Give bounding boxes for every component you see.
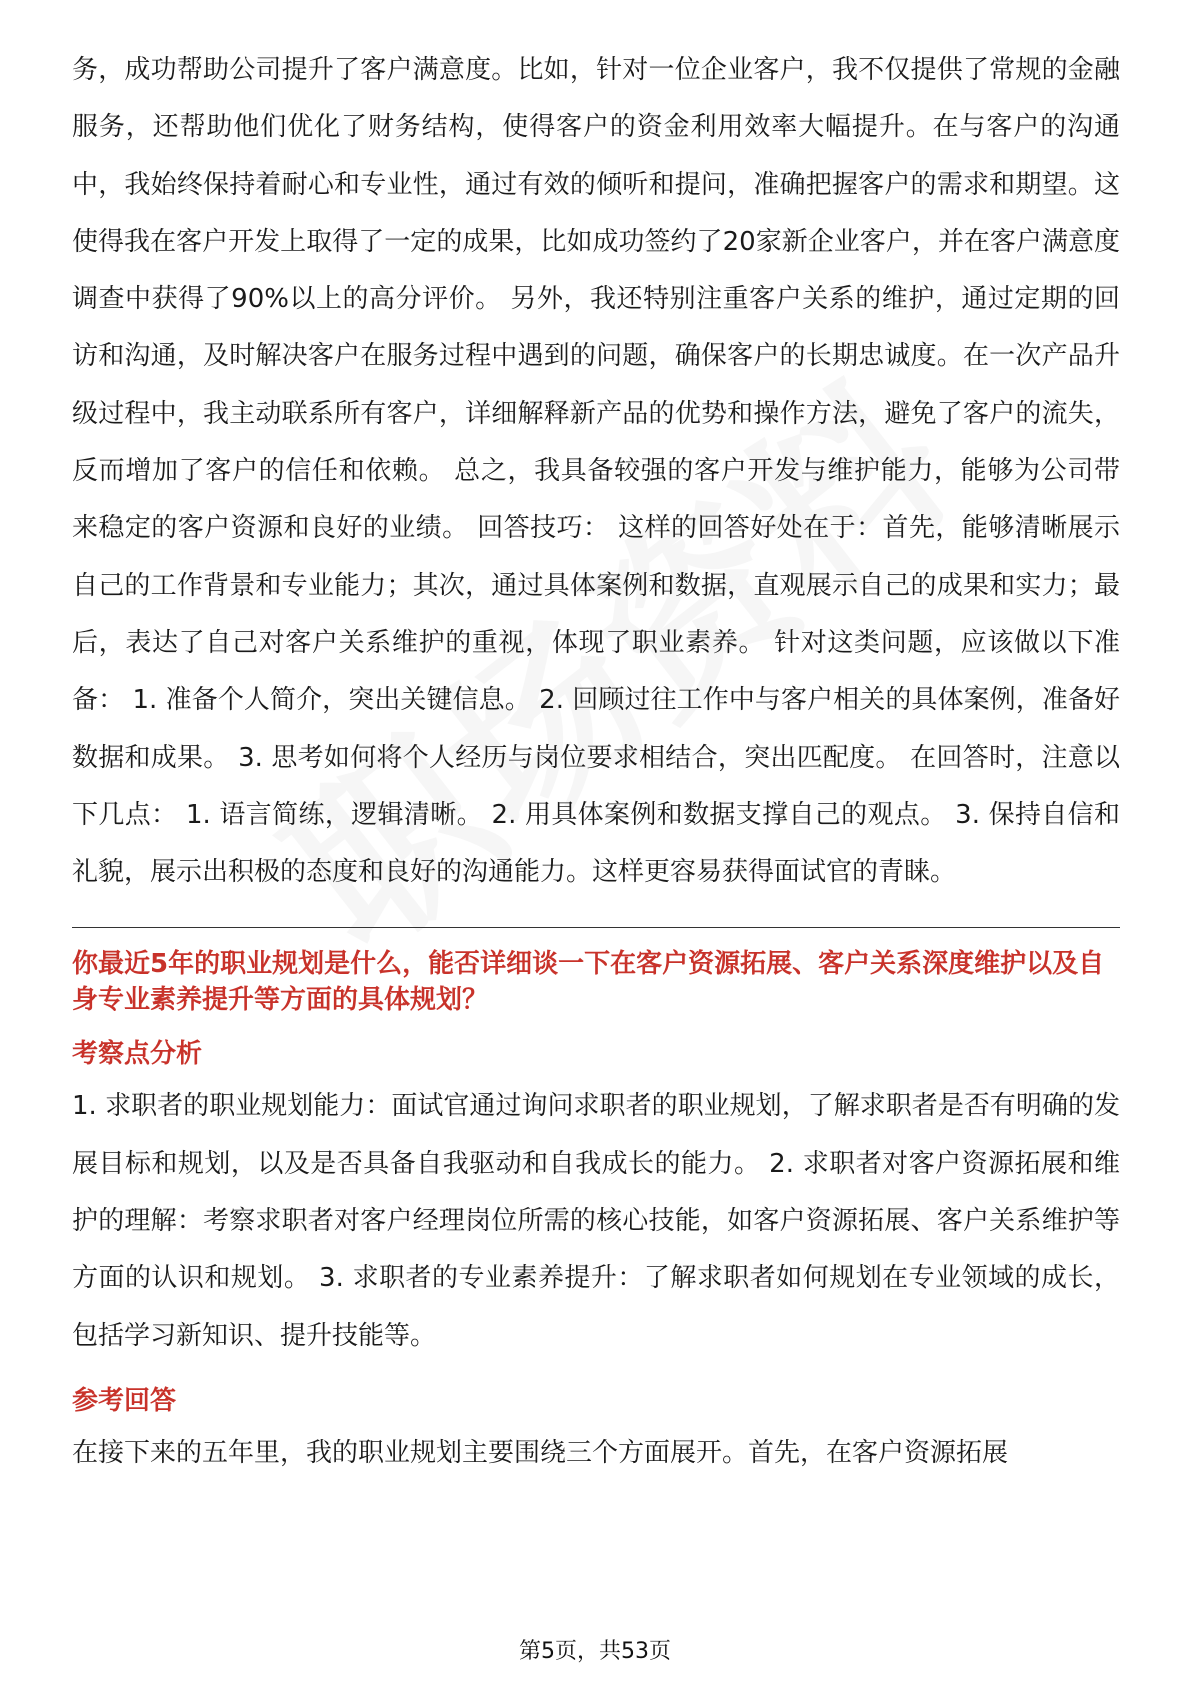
interview-question: 你最近5年的职业规划是什么，能否详细谈一下在客户资源拓展、客户关系深度维护以及自身专业素养提升等方面的具体规划？ bbox=[72, 949, 1105, 1016]
analysis-heading: 考察点分析 bbox=[72, 1039, 203, 1070]
page-number: 第5页，共53页 bbox=[519, 1639, 671, 1664]
analysis-text: 1. 求职者的职业规划能力：面试官通过询问求职者的职业规划，了解求职者是否有明确的发展目标和规划，以及是否具备自我驱动和自我成长的能力。 2. 求职者对客户资源拓展和维护的理解：考察求职者对客户经理岗位所需的核心技能，如客户资源拓展、客户关系维护等方面的认识和规划。 3. 求职者的专业素养提升：了解求职者如何规划在专业领域的成长，包括学习新知识、提升技能等。 bbox=[72, 1091, 1120, 1351]
section-divider bbox=[72, 927, 1120, 928]
page-content bbox=[72, 42, 1120, 1482]
reference-text: 在接下来的五年里，我的职业规划主要围绕三个方面展开。首先，在客户资源拓展 bbox=[72, 1437, 1009, 1468]
reference-heading: 参考回答 bbox=[72, 1385, 177, 1416]
continuation-paragraph: 务，成功帮助公司提升了客户满意度。比如，针对一位企业客户，我不仅提供了常规的金融服务，还帮助他们优化了财务结构，使得客户的资金利用效率大幅提升。在与客户的沟通中，我始终保持着耐心和专业性，通过有效的倾听和提问，准确把握客户的需求和期望。这使得我在客户开发上取得了一定的成果，比如成功签约了20家新企业客户，并在客户满意度调查中获得了90%以上的高分评价。 另外，我还特别注重客户关系的维护，通过定期的回访和沟通，及时解决客户在服务过程中遇到的问题，确保客户的长期忠诚度。在一次产品升级过程中，我主动联系所有客户，详细解释新产品的优势和操作方法，避免了客户的流失，反而增加了客户的信任和依赖。 总之，我具备较强的客户开发与维护能力，能够为公司带来稳定的客户资源和良好的业绩。 回答技巧： 这样的回答好处在于：首先，能够清晰展示自己的工作背景和专业能力；其次，通过具体案例和数据，直观展示自己的成果和实力；最后，表达了自己对客户关系维护的重视，体现了职业素养。 针对这类问题，应该做以下准备： 1. 准备个人简介，突出关键信息。 2. 回顾过往工作中与客户相关的具体案例，准备好数据和成果。 3. 思考如何将个人经历与岗位要求相结合，突出匹配度。 在回答时，注意以下几点： 1. 语言简练，逻辑清晰。 2. 用具体案例和数据支撑自己的观点。 3. 保持自信和礼貌，展示出积极的态度和良好的沟通能力。这样更容易获得面试官的青睐。 bbox=[72, 55, 1120, 888]
